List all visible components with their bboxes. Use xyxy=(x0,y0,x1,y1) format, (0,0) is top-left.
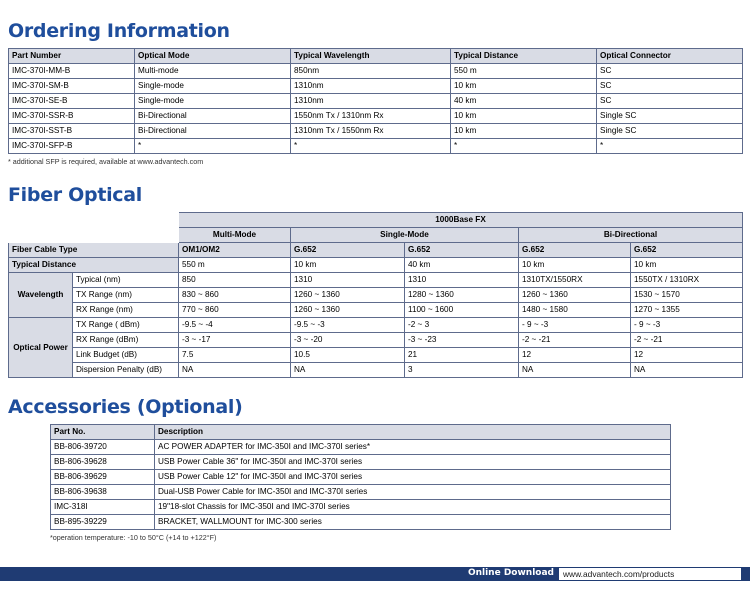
cell-value: -9.5 ~ -3 xyxy=(291,318,405,333)
spacer-cell xyxy=(9,213,73,228)
cell-optical-connector: SC xyxy=(597,64,743,79)
cell-optical-mode: * xyxy=(135,139,291,154)
column-header: Part No. xyxy=(51,425,155,440)
cell-part-number: BB-806-39628 xyxy=(51,455,155,470)
cell-typical-distance: 40 km xyxy=(451,94,597,109)
cell-value: 10.5 xyxy=(291,348,405,363)
cell-optical-mode: Bi-Directional xyxy=(135,124,291,139)
cell-value: 830 ~ 860 xyxy=(179,288,291,303)
cell-value: -2 ~ -21 xyxy=(631,333,743,348)
table-row xyxy=(9,139,743,154)
table-row xyxy=(51,440,671,455)
accessories-table xyxy=(50,424,671,530)
fiber-section-title: Fiber Optical xyxy=(8,184,143,206)
cell-typical-distance: 10 km xyxy=(291,258,405,273)
cell-value: 1100 ~ 1600 xyxy=(405,303,519,318)
footer-url-field[interactable]: www.advantech.com/products xyxy=(558,567,742,581)
table-row xyxy=(9,363,743,378)
cell-value: -3 ~ -23 xyxy=(405,333,519,348)
spacer-cell xyxy=(73,213,179,228)
table-row xyxy=(9,318,743,333)
column-header: Optical Connector xyxy=(597,49,743,64)
row-label-fiber-cable-type: Fiber Cable Type xyxy=(9,243,179,258)
row-label-typical-distance: Typical Distance xyxy=(9,258,179,273)
cell-part-number: IMC-370I-SSR-B xyxy=(9,109,135,124)
cell-part-number: IMC-370I-MM-B xyxy=(9,64,135,79)
column-header: Typical Distance xyxy=(451,49,597,64)
cell-value: 1530 ~ 1570 xyxy=(631,288,743,303)
cell-cable-type: G.652 xyxy=(631,243,743,258)
cell-value: -9.5 ~ -4 xyxy=(179,318,291,333)
cell-value: 1310 xyxy=(405,273,519,288)
cell-value: 1260 ~ 1360 xyxy=(519,288,631,303)
column-header: Optical Mode xyxy=(135,49,291,64)
table-row xyxy=(51,515,671,530)
cell-typical-wavelength: * xyxy=(291,139,451,154)
header-multi-mode: Multi-Mode xyxy=(179,228,291,243)
cell-description: USB Power Cable 36" for IMC-350I and IMC-370I series xyxy=(155,455,671,470)
column-header: Typical Wavelength xyxy=(291,49,451,64)
table-row xyxy=(9,288,743,303)
cell-description: USB Power Cable 12" for IMC-350I and IMC-370I series xyxy=(155,470,671,485)
cell-typical-distance: 10 km xyxy=(451,124,597,139)
cell-typical-wavelength: 1310nm Tx / 1550nm Rx xyxy=(291,124,451,139)
table-header-row xyxy=(9,49,743,64)
cell-value: 1270 ~ 1355 xyxy=(631,303,743,318)
cell-optical-connector: SC xyxy=(597,79,743,94)
cell-optical-connector: Single SC xyxy=(597,124,743,139)
row-label-wavelength-rx-range: RX Range (nm) xyxy=(73,303,179,318)
cell-value: -2 ~ 3 xyxy=(405,318,519,333)
cell-typical-distance: 10 km xyxy=(519,258,631,273)
cell-value: - 9 ~ -3 xyxy=(519,318,631,333)
cell-typical-distance: 550 m xyxy=(451,64,597,79)
column-header: Part Number xyxy=(9,49,135,64)
cell-typical-wavelength: 850nm xyxy=(291,64,451,79)
table-row xyxy=(51,455,671,470)
spacer-cell xyxy=(73,228,179,243)
cell-value: 1550TX / 1310RX xyxy=(631,273,743,288)
cell-part-number: IMC-370I-SST-B xyxy=(9,124,135,139)
cell-value: 1480 ~ 1580 xyxy=(519,303,631,318)
cell-value: 3 xyxy=(405,363,519,378)
table-row xyxy=(51,500,671,515)
cell-description: AC POWER ADAPTER for IMC-350I and IMC-370I series* xyxy=(155,440,671,455)
fiber-cable-type-row xyxy=(9,243,743,258)
fiber-mode-header-row xyxy=(9,228,743,243)
section-accessories xyxy=(8,396,742,542)
row-group-label-wavelength: Wavelength xyxy=(9,273,73,318)
footer-online-download-label: Online Download xyxy=(467,568,554,578)
cell-optical-mode: Single-mode xyxy=(135,94,291,109)
accessories-footnote: *operation temperature: -10 to 50°C (+14 to +122°F) xyxy=(50,533,217,542)
fiber-typical-distance-row xyxy=(9,258,743,273)
cell-value: 1260 ~ 1360 xyxy=(291,303,405,318)
cell-typical-distance: 40 km xyxy=(405,258,519,273)
row-label-power-rx-range: RX Range (dBm) xyxy=(73,333,179,348)
cell-optical-connector: SC xyxy=(597,94,743,109)
fiber-optical-table xyxy=(8,212,743,378)
table-row xyxy=(9,303,743,318)
header-single-mode: Single-Mode xyxy=(291,228,519,243)
table-row xyxy=(51,485,671,500)
ordering-information-table xyxy=(8,48,743,154)
cell-part-number: IMC-370I-SFP-B xyxy=(9,139,135,154)
cell-optical-mode: Single-mode xyxy=(135,79,291,94)
row-label-link-budget: Link Budget (dB) xyxy=(73,348,179,363)
table-row xyxy=(9,333,743,348)
cell-value: 850 xyxy=(179,273,291,288)
cell-optical-connector: Single SC xyxy=(597,109,743,124)
table-row xyxy=(9,79,743,94)
table-row xyxy=(9,64,743,79)
cell-typical-wavelength: 1310nm xyxy=(291,94,451,109)
table-row xyxy=(9,124,743,139)
cell-description: Dual-USB Power Cable for IMC-350I and IMC-370I series xyxy=(155,485,671,500)
cell-value: NA xyxy=(291,363,405,378)
cell-part-number: IMC-370I-SE-B xyxy=(9,94,135,109)
row-label-wavelength-tx-range: TX Range (nm) xyxy=(73,288,179,303)
cell-part-number: IMC-318I xyxy=(51,500,155,515)
cell-part-number: BB-806-39720 xyxy=(51,440,155,455)
cell-value: 7.5 xyxy=(179,348,291,363)
header-bi-directional: Bi-Directional xyxy=(519,228,743,243)
cell-typical-wavelength: 1550nm Tx / 1310nm Rx xyxy=(291,109,451,124)
cell-typical-distance: 550 m xyxy=(179,258,291,273)
cell-part-number: BB-806-39638 xyxy=(51,485,155,500)
cell-optical-connector: * xyxy=(597,139,743,154)
cell-cable-type: G.652 xyxy=(519,243,631,258)
cell-value: -2 ~ -21 xyxy=(519,333,631,348)
cell-description: BRACKET, WALLMOUNT for IMC-300 series xyxy=(155,515,671,530)
row-label-power-tx-range: TX Range ( dBm) xyxy=(73,318,179,333)
table-row xyxy=(9,94,743,109)
cell-value: 21 xyxy=(405,348,519,363)
cell-value: 12 xyxy=(519,348,631,363)
cell-value: -3 ~ -20 xyxy=(291,333,405,348)
section-fiber-optical xyxy=(8,184,742,378)
spacer-cell xyxy=(9,228,73,243)
cell-value: 1260 ~ 1360 xyxy=(291,288,405,303)
fiber-top-header-row xyxy=(9,213,743,228)
column-header: Description xyxy=(155,425,671,440)
cell-cable-type: G.652 xyxy=(405,243,519,258)
cell-typical-distance: * xyxy=(451,139,597,154)
cell-part-number: BB-895-39229 xyxy=(51,515,155,530)
cell-value: 1310TX/1550RX xyxy=(519,273,631,288)
cell-value: NA xyxy=(519,363,631,378)
accessories-section-title: Accessories (Optional) xyxy=(8,396,243,418)
section-ordering-information xyxy=(8,20,742,166)
ordering-section-title: Ordering Information xyxy=(8,20,230,42)
ordering-footnote: * additional SFP is required, available at www.advantech.com xyxy=(8,157,204,166)
row-group-label-optical-power: Optical Power xyxy=(9,318,73,378)
cell-part-number: BB-806-39629 xyxy=(51,470,155,485)
table-row xyxy=(9,348,743,363)
header-1000base-fx: 1000Base FX xyxy=(179,213,743,228)
row-label-wavelength-typical: Typical (nm) xyxy=(73,273,179,288)
cell-optical-mode: Multi-mode xyxy=(135,64,291,79)
table-row xyxy=(9,109,743,124)
cell-value: 770 ~ 860 xyxy=(179,303,291,318)
cell-value: 1310 xyxy=(291,273,405,288)
cell-value: - 9 ~ -3 xyxy=(631,318,743,333)
cell-value: 12 xyxy=(631,348,743,363)
cell-value: NA xyxy=(179,363,291,378)
cell-typical-distance: 10 km xyxy=(451,109,597,124)
footer xyxy=(0,567,750,581)
cell-optical-mode: Bi-Directional xyxy=(135,109,291,124)
table-row xyxy=(51,470,671,485)
row-label-dispersion-penalty: Dispersion Penalty (dB) xyxy=(73,363,179,378)
cell-value: 1280 ~ 1360 xyxy=(405,288,519,303)
table-row xyxy=(9,273,743,288)
cell-value: NA xyxy=(631,363,743,378)
cell-typical-wavelength: 1310nm xyxy=(291,79,451,94)
cell-part-number: IMC-370I-SM-B xyxy=(9,79,135,94)
cell-cable-type: G.652 xyxy=(291,243,405,258)
cell-cable-type: OM1/OM2 xyxy=(179,243,291,258)
cell-typical-distance: 10 km xyxy=(451,79,597,94)
cell-description: 19"18-slot Chassis for IMC-350I and IMC-370I series xyxy=(155,500,671,515)
cell-typical-distance: 10 km xyxy=(631,258,743,273)
cell-value: -3 ~ -17 xyxy=(179,333,291,348)
table-header-row xyxy=(51,425,671,440)
